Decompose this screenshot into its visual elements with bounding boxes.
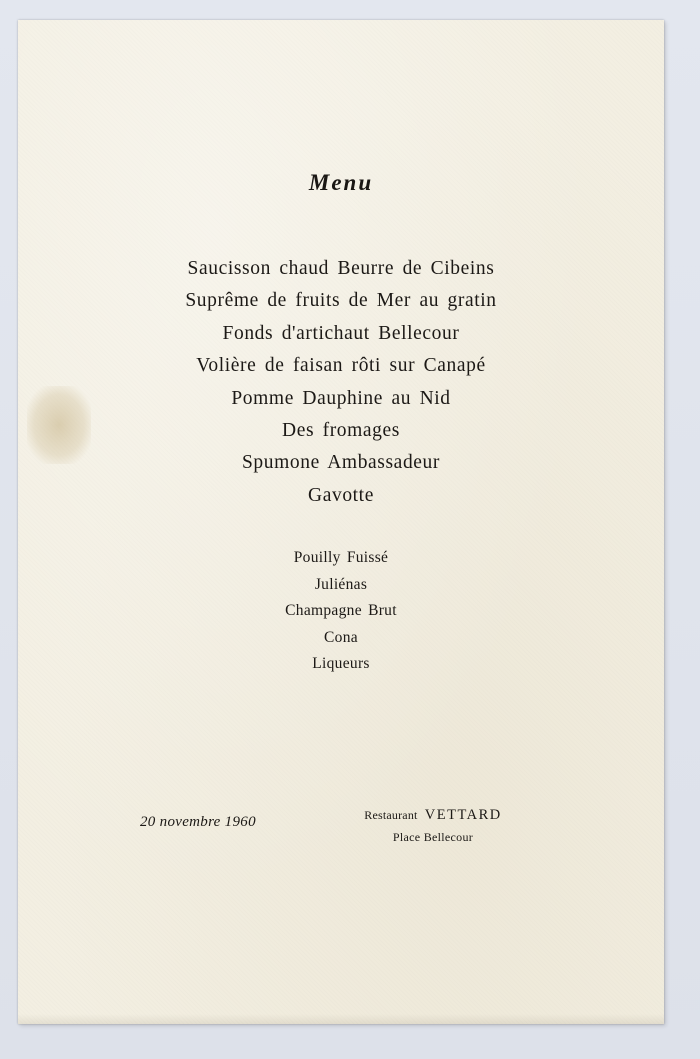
restaurant-line [348,804,518,826]
wines-list [18,545,664,678]
wine-item: Pouilly Fuissé [293,549,389,566]
dish-item: Des fromages [282,419,400,441]
dish-item: Volière de faisan rôti sur Canapé [196,355,486,377]
dish-item: Saucisson chaud Beurre de Cibeins [187,258,495,279]
wine-item: Cona [324,628,358,646]
dishes-list [18,253,664,512]
wine-item: Champagne Brut [285,602,397,619]
restaurant-block [348,804,518,848]
menu-title: Menu [308,170,374,195]
wine-item: Liqueurs [312,655,370,672]
wine-item: Juliénas [314,575,368,593]
restaurant-name: VETTARD [424,807,502,823]
dish-item: Suprême de fruits de Mer au gratin [185,290,497,312]
dish-item: Pomme Dauphine au Nid [231,387,451,409]
menu-date: 20 novembre 1960 [140,814,256,830]
restaurant-address: Place Bellecour [392,830,474,844]
dish-item: Fonds d'artichaut Bellecour [222,322,460,344]
menu-card [18,20,664,1024]
dish-item: Gavotte [308,484,374,506]
restaurant-prefix: Restaurant [364,808,418,822]
dish-item: Spumone Ambassadeur [241,452,440,474]
